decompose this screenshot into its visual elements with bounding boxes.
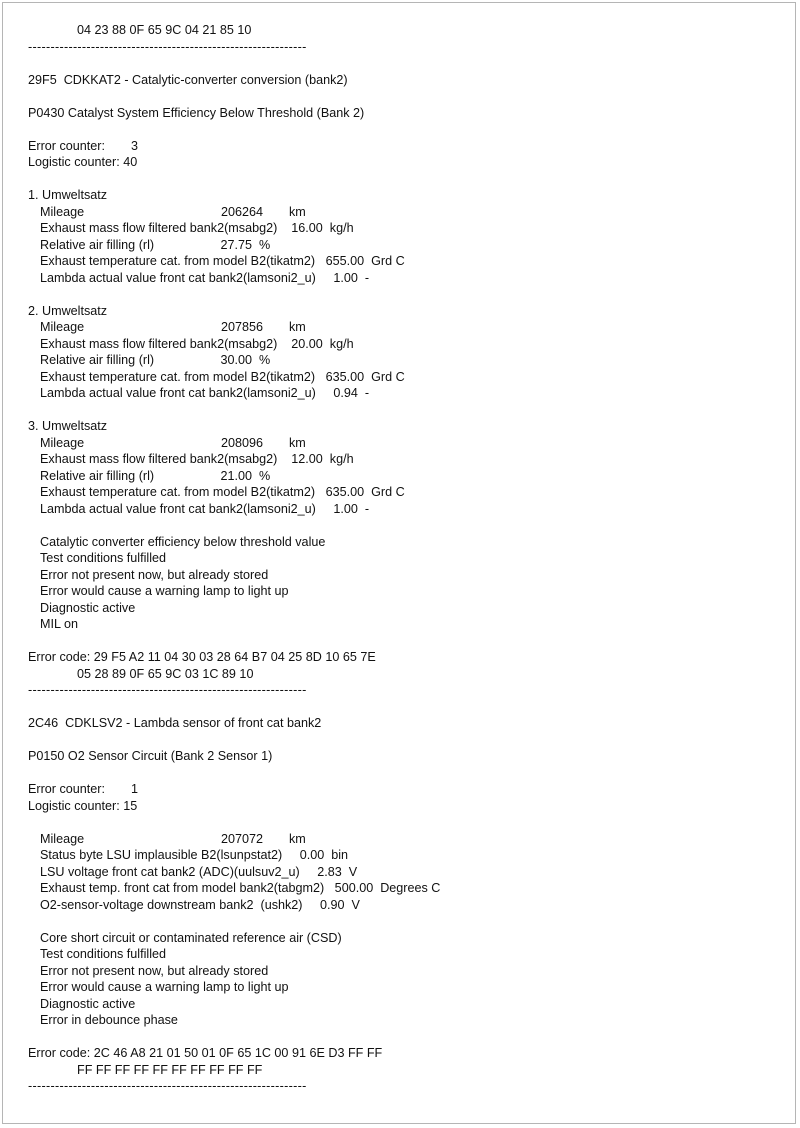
air-filling-row: Relative air filling (rl) 27.75 % xyxy=(40,237,271,252)
status-list xyxy=(28,930,788,1029)
status-list xyxy=(28,534,788,633)
status-line: MIL on xyxy=(40,617,79,631)
status-line: Catalytic converter efficiency below threshold value xyxy=(40,534,326,549)
environment-set-1 xyxy=(28,187,788,286)
o2-voltage-row: O2-sensor-voltage downstream bank2 (ushk2) 0.90 V xyxy=(40,897,360,912)
dtc-description: P0430 Catalyst System Efficiency Below Threshold (Bank 2) xyxy=(28,105,365,120)
mileage-label: Mileage xyxy=(40,435,85,450)
mileage-value: 206264 xyxy=(221,204,264,219)
exhaust-mass-row: Exhaust mass flow filtered bank2(msabg2) 16.00 kg/h xyxy=(40,221,354,235)
status-byte-row: Status byte LSU implausible B2(lsunpstat2) 0.00 bin xyxy=(40,848,349,862)
mileage-unit: km xyxy=(289,320,306,334)
status-line: Test conditions fulfilled xyxy=(40,947,167,961)
mileage-value: 208096 xyxy=(221,435,264,450)
error-counter-value: 3 xyxy=(131,138,139,153)
mileage-row xyxy=(28,435,788,452)
logistic-counter xyxy=(28,798,788,815)
error-code: Error code: 2C 46 A8 21 01 50 01 0F 65 1C 00 91 6E D3 FF FF xyxy=(28,1046,383,1060)
status-line: Test conditions fulfilled xyxy=(40,551,167,565)
mileage-unit: km xyxy=(289,435,306,450)
logistic-counter-value: 15 xyxy=(123,798,138,813)
environment-data xyxy=(28,831,788,914)
status-line: Error not present now, but already stored xyxy=(40,963,269,978)
error-code-continuation: FF FF FF FF FF FF FF FF FF FF xyxy=(77,1062,263,1077)
mileage-row xyxy=(28,831,788,848)
status-line: Error would cause a warning lamp to light up xyxy=(40,980,289,994)
error-code: Error code: 29 F5 A2 11 04 30 03 28 64 B7 04 25 8D 10 65 7E xyxy=(28,650,376,664)
set-heading: 1. Umweltsatz xyxy=(28,188,108,202)
error-counter-label: Error counter: xyxy=(28,138,105,153)
air-filling-row: Relative air filling (rl) 21.00 % xyxy=(40,468,271,483)
status-line: Diagnostic active xyxy=(40,600,136,615)
exhaust-mass-row: Exhaust mass flow filtered bank2(msabg2) 12.00 kg/h xyxy=(40,452,354,466)
lambda-row: Lambda actual value front cat bank2(lamsoni2_u) 1.00 - xyxy=(40,270,370,285)
mileage-row xyxy=(28,204,788,221)
fault-title: 29F5 CDKKAT2 - Catalytic-converter conversion (bank2) xyxy=(28,72,348,87)
mileage-value: 207072 xyxy=(221,831,264,846)
mileage-row xyxy=(28,319,788,336)
logistic-counter-value: 40 xyxy=(123,155,138,169)
fault-title: 2C46 CDKLSV2 - Lambda sensor of front cat bank2 xyxy=(28,716,322,730)
separator: -------------------------------------------------------------- xyxy=(28,1079,307,1093)
exhaust-temp-row: Exhaust temp. front cat from model bank2(tabgm2) 500.00 Degrees C xyxy=(40,881,441,895)
set-heading: 2. Umweltsatz xyxy=(28,303,108,318)
status-line: Error in debounce phase xyxy=(40,1013,178,1027)
document-page xyxy=(2,2,796,1124)
status-line: Core short circuit or contaminated reference air (CSD) xyxy=(40,930,342,945)
logistic-counter-label: Logistic counter: xyxy=(28,155,120,169)
error-counter xyxy=(28,138,788,155)
environment-set-2 xyxy=(28,303,788,402)
exhaust-temp-row: Exhaust temperature cat. from model B2(tikatm2) 635.00 Grd C xyxy=(40,485,405,499)
mileage-unit: km xyxy=(289,831,306,846)
logistic-counter xyxy=(28,154,788,171)
separator: -------------------------------------------------------------- xyxy=(28,683,307,697)
error-code-continuation: 05 28 89 0F 65 9C 03 1C 89 10 xyxy=(77,666,254,681)
status-line: Diagnostic active xyxy=(40,996,136,1011)
dtc-description: P0150 O2 Sensor Circuit (Bank 2 Sensor 1) xyxy=(28,749,273,763)
mileage-label: Mileage xyxy=(40,204,85,219)
exhaust-mass-row: Exhaust mass flow filtered bank2(msabg2) 20.00 kg/h xyxy=(40,336,354,351)
mileage-label: Mileage xyxy=(40,831,85,846)
fault-report xyxy=(28,22,788,1095)
separator: -------------------------------------------------------------- xyxy=(28,39,307,54)
exhaust-temp-row: Exhaust temperature cat. from model B2(tikatm2) 635.00 Grd C xyxy=(40,369,405,384)
lambda-row: Lambda actual value front cat bank2(lamsoni2_u) 0.94 - xyxy=(40,386,370,400)
error-counter-value: 1 xyxy=(131,782,139,796)
error-counter xyxy=(28,781,788,798)
error-counter-label: Error counter: xyxy=(28,782,105,796)
air-filling-row: Relative air filling (rl) 30.00 % xyxy=(40,353,271,367)
status-line: Error would cause a warning lamp to light up xyxy=(40,584,289,598)
lsu-voltage-row: LSU voltage front cat bank2 (ADC)(uulsuv2_u) 2.83 V xyxy=(40,864,358,879)
mileage-label: Mileage xyxy=(40,320,85,334)
mileage-value: 207856 xyxy=(221,320,264,334)
environment-set-3 xyxy=(28,418,788,517)
set-heading: 3. Umweltsatz xyxy=(28,419,108,433)
lambda-row: Lambda actual value front cat bank2(lamsoni2_u) 1.00 - xyxy=(40,501,370,516)
exhaust-temp-row: Exhaust temperature cat. from model B2(tikatm2) 655.00 Grd C xyxy=(40,254,405,268)
mileage-unit: km xyxy=(289,204,306,219)
error-code-continuation: 04 23 88 0F 65 9C 04 21 85 10 xyxy=(77,23,252,37)
status-line: Error not present now, but already stored xyxy=(40,567,269,582)
logistic-counter-label: Logistic counter: xyxy=(28,798,120,813)
